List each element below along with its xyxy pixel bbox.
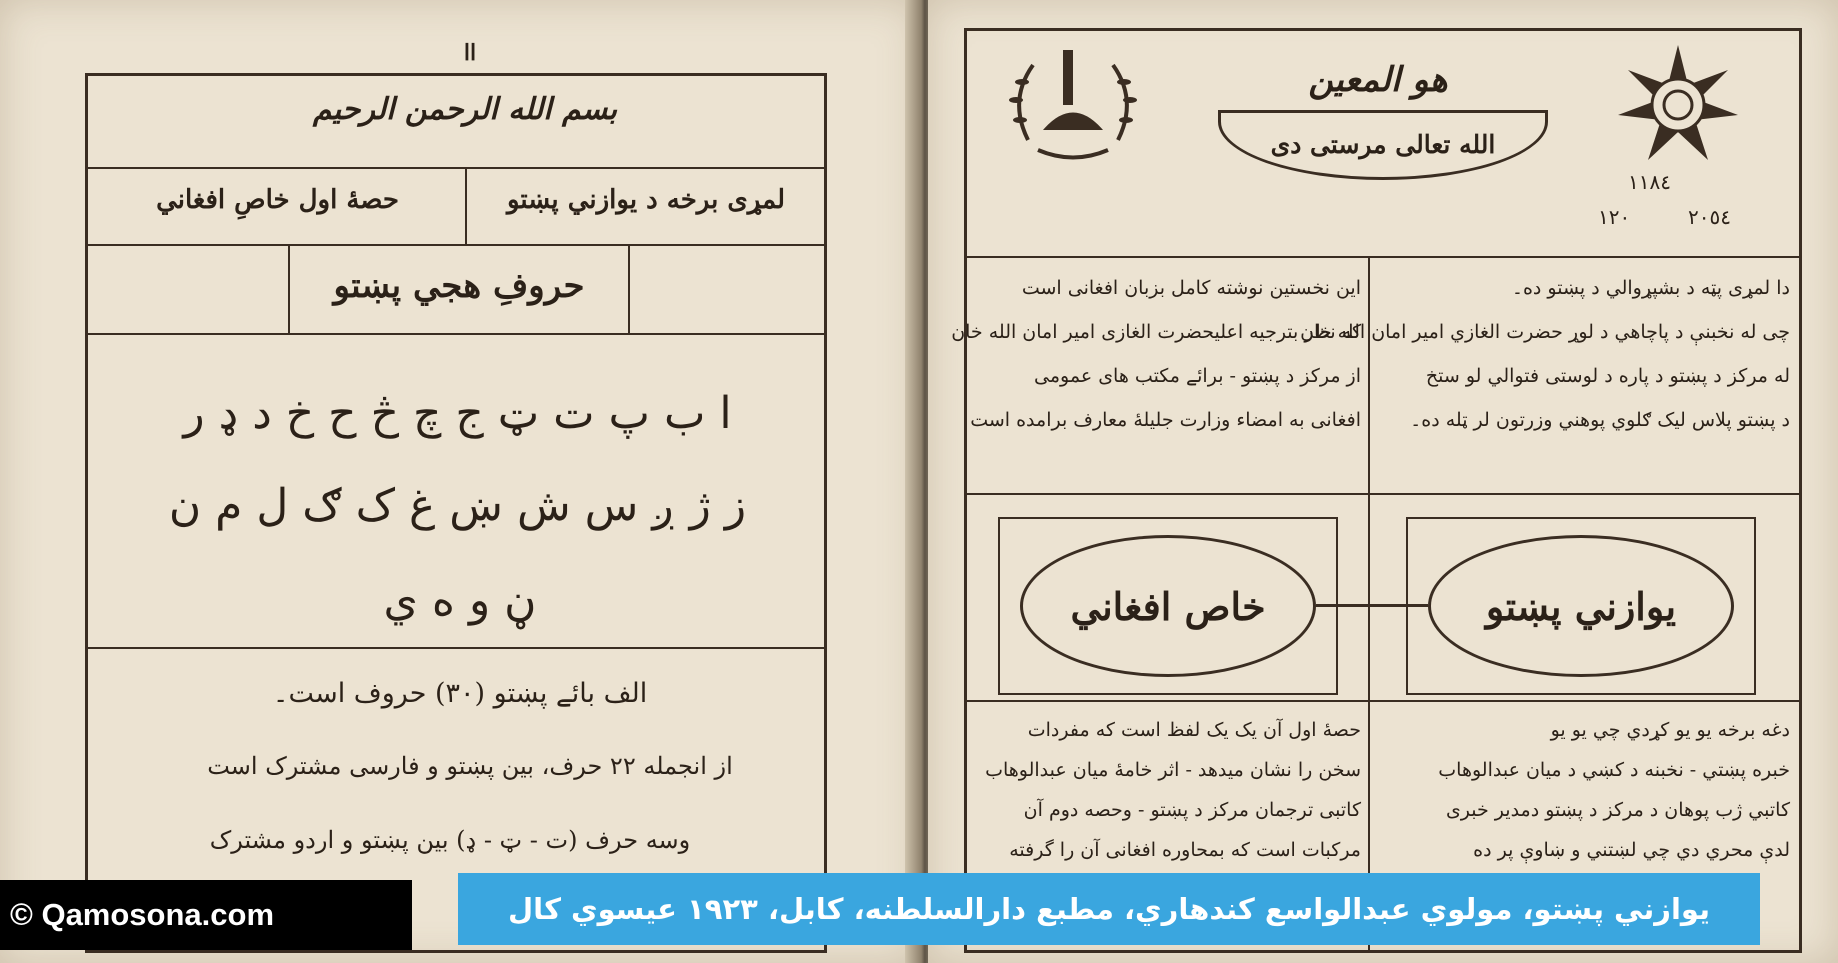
watermark: [0, 880, 412, 950]
title-oval-right: [1428, 535, 1734, 677]
bottom-left-column: [976, 710, 1361, 870]
motto-ribbon-text: الله تعالی مرستی دی: [1270, 130, 1496, 159]
column-left: [951, 266, 1361, 442]
alphabet-line-2: ز ژ ږ س ش ښ غ ک ګ ل م ن: [168, 480, 747, 531]
column-left-line: این نخستین نوشته کامل بزبان افغانی است: [1021, 277, 1361, 299]
column-left-line: از مرکز د پښتو - برائے مکتب های عمومی: [1034, 365, 1361, 387]
note-line-3: وسه حرف (ت - ټ - ډ) بین پښتو و اردو مشترک: [209, 826, 691, 854]
note-line-1: الف بائے پښتو (٣٠) حروف است۔: [272, 678, 648, 709]
column-left-line: که نظر بترجیه اعلیحضرت الغازی امیر امان الله خان: [951, 321, 1361, 343]
note-line-2: از انجمله ٢٢ حرف، بین پښتو و فارسی مشترک است: [207, 752, 733, 780]
column-right-line: دا لمړی پټه د بشپړوالي د پښتو ده۔: [1511, 277, 1790, 299]
oval-connector: [1316, 604, 1428, 607]
alphabet-line-1: ا ب پ ت ټ ج چ څ ح خ د ډ ر: [183, 388, 732, 439]
alphabet-line-3: ڼ و ه ي: [383, 575, 537, 626]
bottom-right-line: کاتبي ژب پوهان د مرکز د پښتو دمدير خبری: [1445, 799, 1790, 821]
alphabet-subtitle: حروفِ هجي پښتو: [333, 266, 585, 306]
column-left-line: افغانی به امضاء وزارت جلیلهٔ معارف برامده است: [970, 409, 1361, 431]
number-1: ١١٨٤: [1628, 170, 1671, 194]
bottom-right-line: لدې محري دي چي لښتني و ښاوې پر ده: [1473, 839, 1790, 861]
right-page: [928, 0, 1838, 963]
bottom-right-line: دغه برخه يو يو کړدي چي يو يو: [1550, 719, 1790, 741]
caption-banner: [458, 873, 1760, 945]
column-right: [1300, 266, 1790, 442]
bottom-left-line: مرکبات است که بمحاوره افغانی آن را گرفته: [1009, 839, 1361, 861]
left-page: [0, 0, 918, 963]
header-right: لمړی برخه د يوازني پښتو: [506, 185, 786, 215]
bottom-right-column: [1380, 710, 1790, 870]
column-right-line: چی له نخبنې د پاچاهي د لوړ حضرت الغازي امیر امان الله خان: [1300, 321, 1790, 343]
bottom-left-line: سخن را نشان میدهد - اثر خامهٔ میان عبدالوهاب: [985, 759, 1361, 781]
basmala: بسم الله الرحمن الرحيم: [312, 92, 618, 127]
motto-top: هو المعين: [1308, 60, 1448, 100]
watermark-text: © Qamosona.com: [10, 897, 275, 932]
caption-text: يوازني پښتو، مولوي عبدالواسع کندهاري، مطبع دارالسلطنه، کابل، ۱۹۲۳ عيسوي کال: [508, 892, 1710, 926]
bottom-right-line: خبره پښتي - نخبنه د کښي د ميان عبدالوهاب: [1438, 759, 1790, 781]
title-right: يوازني پښتو: [1485, 583, 1677, 629]
title-oval-left: [1020, 535, 1316, 677]
column-right-line: له مرکز د پښتو د پاره د لوستی فتوالي لو ستخ: [1425, 365, 1790, 387]
page-number: اا: [463, 40, 477, 66]
number-2: ٢٠٥٤: [1688, 205, 1731, 229]
star-seal-icon: [1613, 40, 1743, 170]
wreath-emblem-icon: [998, 40, 1148, 170]
bottom-left-line: حصهٔ اول آن یک یک لفظ است که مفردات: [1027, 719, 1361, 741]
title-left: خاص افغاني: [1070, 583, 1266, 629]
number-3: ١٢٠: [1598, 205, 1631, 229]
header-left: حصهٔ اول خاصِ افغاني: [156, 185, 399, 215]
bottom-left-line: کاتبی ترجمان مرکز د پښتو - وحصه دوم آن: [1023, 799, 1361, 821]
column-right-line: د پښتو پلاس لیک ګلوي پوهني وزرتون لر ټله ده۔: [1410, 409, 1790, 431]
